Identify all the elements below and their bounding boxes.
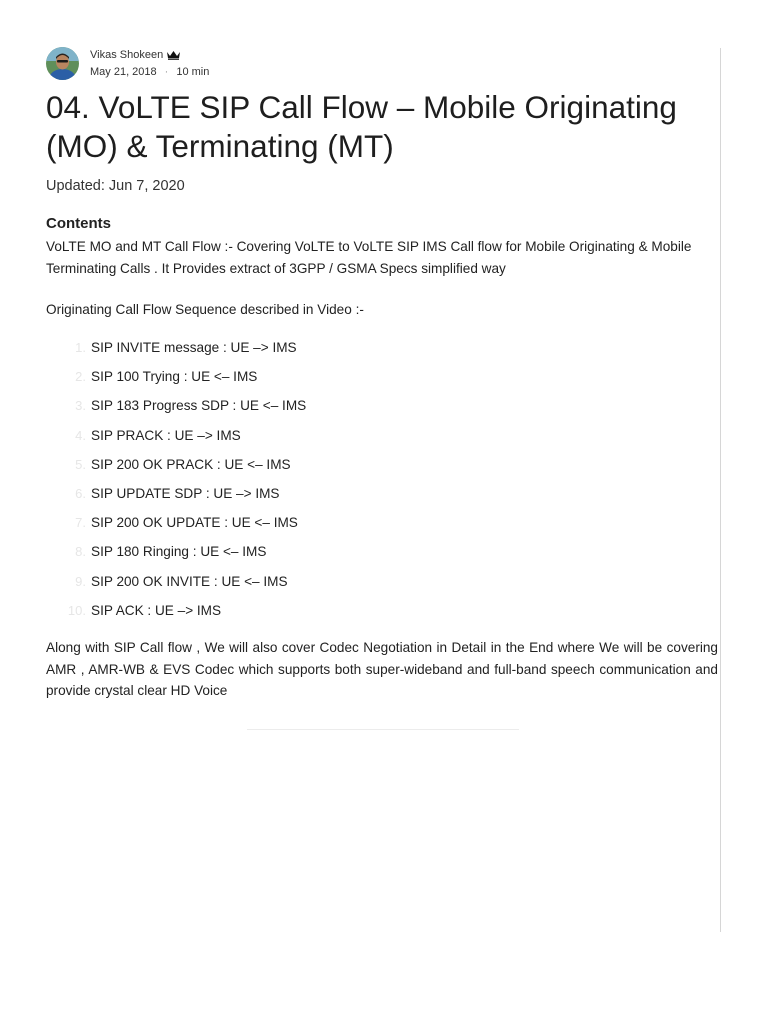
avatar[interactable] (46, 47, 79, 80)
author-block (46, 47, 209, 80)
sequence-heading: Originating Call Flow Sequence described in Video :- (46, 302, 364, 317)
list-number: 4. (75, 427, 86, 443)
post-date: May 21, 2018 (90, 66, 157, 78)
list-text: SIP 180 Ringing : UE <– IMS (91, 544, 267, 560)
vertical-divider (720, 48, 721, 932)
list-text: SIP 200 OK INVITE : UE <– IMS (91, 573, 288, 589)
list-number: 7. (75, 515, 86, 531)
list-number: 1. (75, 340, 86, 355)
post-title: 04. VoLTE SIP Call Flow – Mobile Originating (MO) & Terminating (MT) (46, 89, 677, 164)
author-meta (90, 47, 209, 80)
author-name[interactable]: Vikas Shokeen (90, 49, 164, 61)
meta-separator: · (164, 66, 169, 78)
list-number: 6. (75, 485, 86, 501)
list-text: SIP 200 OK PRACK : UE <– IMS (91, 456, 291, 472)
closing-paragraph: Along with SIP Call flow , We will also cover Codec Negotiation in Detail in the End where We will be covering AMR , AMR-WB & EVS Codec which supports both super-wideband and full-band speech communication and provide crystal clear HD Voice (46, 640, 718, 698)
list-item (46, 394, 706, 423)
list-text: SIP 100 Trying : UE <– IMS (91, 369, 258, 385)
list-item (46, 599, 706, 628)
list-number: 8. (75, 544, 86, 560)
list-item (46, 482, 706, 511)
content-separator (247, 729, 519, 730)
list-text: SIP INVITE message : UE –> IMS (91, 340, 297, 355)
list-number: 10. (67, 602, 86, 618)
list-number: 2. (75, 369, 86, 385)
list-item (46, 453, 706, 482)
list-item (46, 570, 706, 599)
list-item (46, 424, 706, 453)
list-text: SIP ACK : UE –> IMS (91, 602, 222, 618)
list-item (46, 336, 706, 365)
list-text: SIP 200 OK UPDATE : UE <– IMS (91, 515, 298, 531)
contents-heading: Contents (46, 215, 111, 232)
list-item (46, 540, 706, 569)
call-flow-steps (46, 336, 706, 628)
read-time: 10 min (176, 66, 210, 78)
list-item (46, 511, 706, 540)
list-text: SIP UPDATE SDP : UE –> IMS (91, 485, 280, 501)
crown-icon (166, 50, 181, 60)
updated-date: Updated: Jun 7, 2020 (46, 178, 185, 194)
list-number: 5. (75, 456, 86, 472)
list-number: 3. (75, 398, 86, 414)
list-number: 9. (75, 573, 86, 589)
list-text: SIP PRACK : UE –> IMS (91, 427, 241, 443)
list-text: SIP 183 Progress SDP : UE <– IMS (91, 398, 307, 414)
list-item (46, 365, 706, 394)
intro-paragraph: VoLTE MO and MT Call Flow :- Covering VoLTE to VoLTE SIP IMS Call flow for Mobile Originating & Mobile Terminating Calls . It Provides extract of 3GPP / GSMA Specs simplified way (46, 239, 692, 276)
